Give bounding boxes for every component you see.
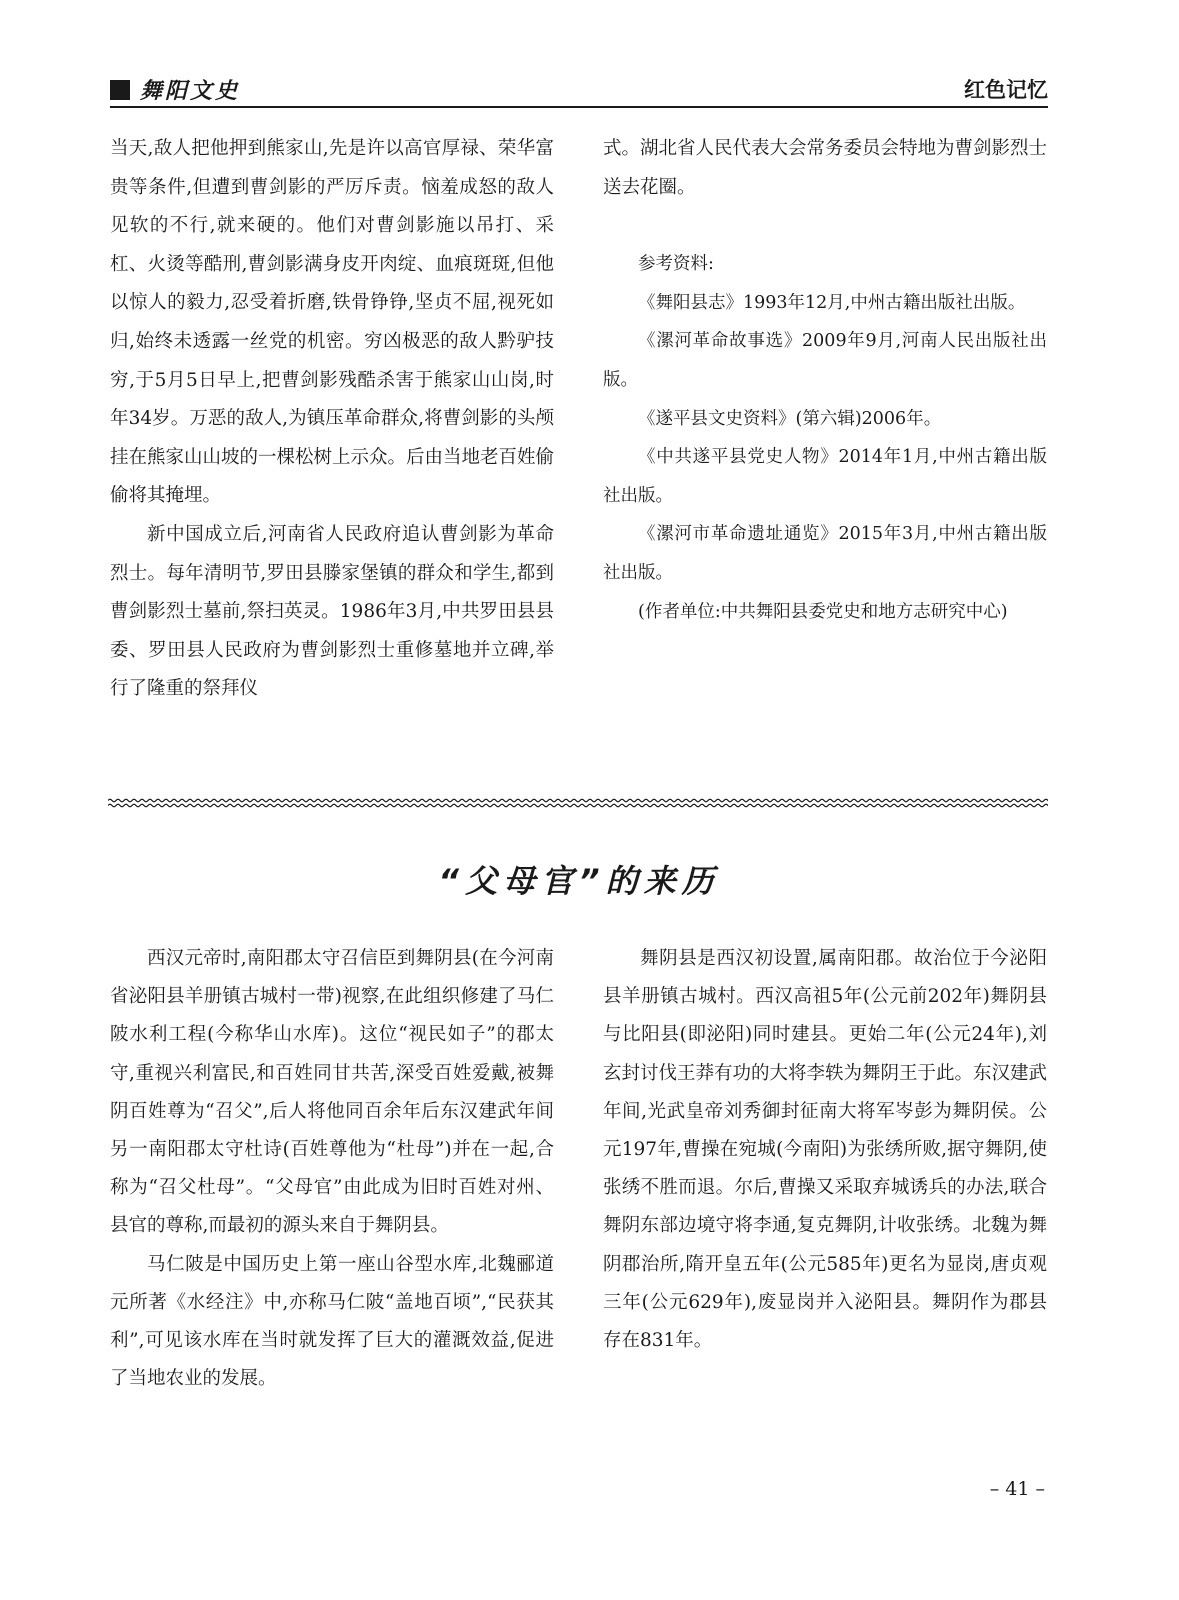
article2-paragraph: 马仁陂是中国历史上第一座山谷型水库,北魏郦道元所著《水经注》中,亦称马仁陂“盖地百顷”,“民获其利”,可见该水库在当时就发挥了巨大的灌溉效益,促进了当地农业的发展。: [110, 1253, 554, 1390]
reference-item: 《漯河市革命遗址通览》2015年3月,中州古籍出版社出版。: [603, 524, 1047, 583]
article1-left-column: [110, 130, 554, 709]
header-rule: [110, 106, 1048, 108]
article2-paragraph: 舞阴县是西汉初设置,属南阳郡。故治位于今泌阳县羊册镇古城村。西汉高祖5年(公元前202年)舞阴县与比阳县(即泌阳)同时建县。更始二年(公元24年),刘玄封讨伐王莽有功的大将李轶为舞阴王于此。东汉建武年间,光武皇帝刘秀御封征南大将军岑彭为舞阴侯。公元197年,曹操在宛城(今南阳)为张绣所败,据守舞阴,使张绣不胜而退。尔后,曹操又采取弃城诱兵的办法,联合舞阴东部边境守将李通,复克舞阴,计收张绣。北魏为舞阴郡治所,隋开皇五年(公元585年)更名为显岗,唐贞观三年(公元629年),废显岗并入泌阳县。舞阴作为郡县存在831年。: [603, 948, 1048, 1352]
journal-name: 舞阳文史: [140, 79, 241, 104]
black-square-icon: [110, 80, 130, 100]
article1-paragraph: 新中国成立后,河南省人民政府追认曹剑影为革命烈士。每年清明节,罗田县滕家堡镇的群众和学生,都到曹剑影烈士墓前,祭扫英灵。1986年3月,中共罗田县县委、罗田县人民政府为曹剑影烈士重修墓地并立碑,举行了隆重的祭拜仪: [110, 523, 554, 700]
article1-paragraph: 当天,敌人把他押到熊家山,先是许以高官厚禄、荣华富贵等条件,但遭到曹剑影的严厉斥责。恼羞成怒的敌人见软的不行,就来硬的。他们对曹剑影施以吊打、采杠、火烫等酷刑,曹剑影满身皮开肉绽、血痕斑斑,但他以惊人的毅力,忍受着折磨,铁骨铮铮,坚贞不屈,视死如归,始终未透露一丝党的机密。穷凶极恶的敌人黔驴技穷,于5月5日早上,把曹剑影残酷杀害于熊家山山岗,时年34岁。万恶的敌人,为镇压革命群众,将曹剑影的头颅挂在熊家山山坡的一棵松树上示众。后由当地老百姓偷偷将其掩埋。: [110, 138, 555, 507]
author-note: (作者单位:中共舞阳县委党史和地方志研究中心): [638, 601, 1008, 622]
section-name: 红色记忆: [964, 78, 1048, 102]
article1-closing-paragraph: 式。湖北省人民代表大会常务委员会特地为曹剑影烈士送去花圈。: [603, 138, 1048, 198]
wavy-divider: [108, 796, 1048, 810]
reference-item: 《遂平县文史资料》(第六辑)2006年。: [638, 408, 942, 429]
reference-item: 《舞阳县志》1993年12月,中州古籍出版社出版。: [638, 292, 1026, 313]
page-header: [110, 70, 1048, 106]
article2-right-column: [603, 940, 1047, 1360]
article2-left-column: [110, 940, 554, 1398]
article2-title: “父母官”的来历: [438, 862, 720, 900]
page-number: – 41 –: [989, 1478, 1045, 1500]
references: [603, 245, 1047, 631]
article1-right-column: [603, 130, 1047, 631]
references-heading: 参考资料:: [638, 254, 714, 275]
journal-header: [110, 74, 240, 105]
reference-item: 《漯河革命故事选》2009年9月,河南人民出版社出版。: [603, 331, 1047, 390]
reference-item: 《中共遂平县党史人物》2014年1月,中州古籍出版社出版。: [603, 447, 1047, 506]
article2-paragraph: 西汉元帝时,南阳郡太守召信臣到舞阴县(在今河南省泌阳县羊册镇古城村一带)视察,在此组织修建了马仁陂水利工程(今称华山水库)。这位“视民如子”的郡太守,重视兴利富民,和百姓同甘共苦,深受百姓爱戴,被舞阴百姓尊为“召父”,后人将他同百余年后东汉建武年间另一南阳郡太守杜诗(百姓尊他为“杜母”)并在一起,合称为“召父杜母”。“父母官”由此成为旧时百姓对州、县官的尊称,而最初的源头来自于舞阴县。: [110, 948, 554, 1237]
